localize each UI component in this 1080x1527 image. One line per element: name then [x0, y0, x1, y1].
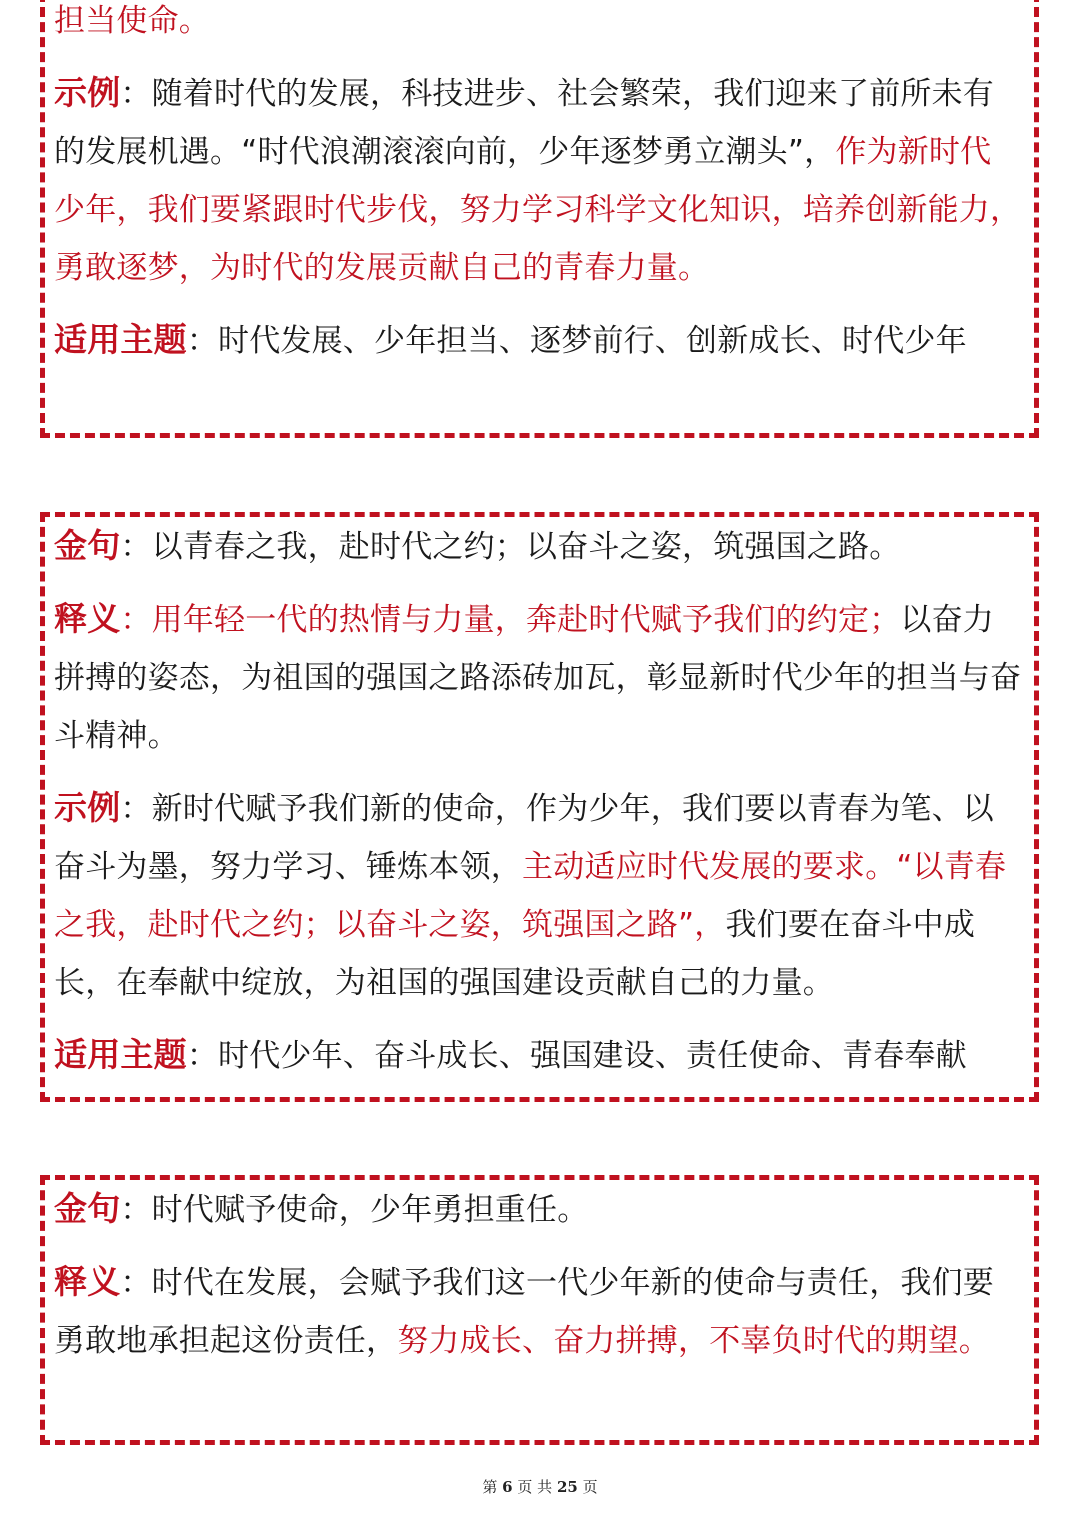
example-label: 示例 [54, 788, 121, 827]
meaning-highlight: 努力成长、奋力拼搏，不辜负时代的期望。 [397, 1323, 991, 1359]
quote-card-1 [40, 0, 1039, 438]
meaning-paragraph [54, 590, 1022, 765]
example-text: ：新时代赋予我们新的使命，作为少年，我们要以青春为笔、以奋斗为墨，努力学习、锤炼本领， [54, 791, 995, 885]
meaning-highlight: ：用年轻一代的热情与力量，奔赴时代赋予我们的约定； [120, 602, 901, 638]
theme-paragraph [54, 1026, 1022, 1085]
example-paragraph [54, 779, 1022, 1012]
continued-text: 担当使命。 [54, 3, 210, 39]
page-middle: 页 共 [517, 1478, 553, 1496]
meaning-text: 以奋力拼搏的姿态，为祖国的强国之路添砖加瓦，彰显新时代少年的担当与奋斗精神。 [54, 602, 1022, 754]
theme-label: 适用主题 [54, 320, 187, 359]
quote-paragraph [54, 1180, 1022, 1239]
theme-label: 适用主题 [54, 1035, 187, 1074]
page-prefix: 第 [482, 1478, 498, 1496]
page-number [0, 1476, 1080, 1497]
total-pages: 25 [556, 1478, 578, 1496]
quote-card-3 [40, 1175, 1039, 1445]
meaning-label: 释义 [54, 1262, 121, 1301]
example-text-end: 我们要在奋斗中成长，在奉献中绽放，为祖国的强国建设贡献自己的力量。 [54, 907, 976, 1001]
quote-text: ：以青春之我，赴时代之约；以奋斗之姿，筑强国之路。 [120, 529, 901, 565]
meaning-label: 释义 [54, 599, 121, 638]
quote-card-2 [40, 512, 1039, 1102]
example-label: 示例 [54, 73, 121, 112]
theme-text: ：时代发展、少年担当、逐梦前行、创新成长、时代少年 [186, 323, 967, 359]
meaning-paragraph [54, 1253, 1022, 1370]
quote-paragraph [54, 517, 1022, 576]
example-text: ：随着时代的发展，科技进步、社会繁荣，我们迎来了前所未有的发展机遇。“时代浪潮滚滚向前，少年逐梦勇立潮头”， [54, 76, 995, 170]
page-suffix: 页 [582, 1478, 598, 1496]
quote-label: 金句 [54, 1189, 121, 1228]
example-highlight: 作为新时代少年，我们要紧跟时代步伐，努力学习科学文化知识，培养创新能力，勇敢逐梦，为时代的发展贡献自己的青春力量。 [54, 134, 1022, 286]
quote-label: 金句 [54, 526, 121, 565]
theme-text: ：时代少年、奋斗成长、强国建设、责任使命、青春奉献 [186, 1038, 967, 1074]
example-highlight: 主动适应时代发展的要求。“以青春之我，赴时代之约；以奋斗之姿，筑强国之路”， [54, 849, 1007, 943]
example-paragraph [54, 64, 1022, 297]
quote-text: ：时代赋予使命，少年勇担重任。 [120, 1192, 589, 1228]
current-page: 6 [502, 1478, 513, 1496]
meaning-text: ：时代在发展，会赋予我们这一代少年新的使命与责任，我们要勇敢地承担起这份责任， [54, 1265, 995, 1359]
theme-paragraph [54, 311, 1022, 370]
